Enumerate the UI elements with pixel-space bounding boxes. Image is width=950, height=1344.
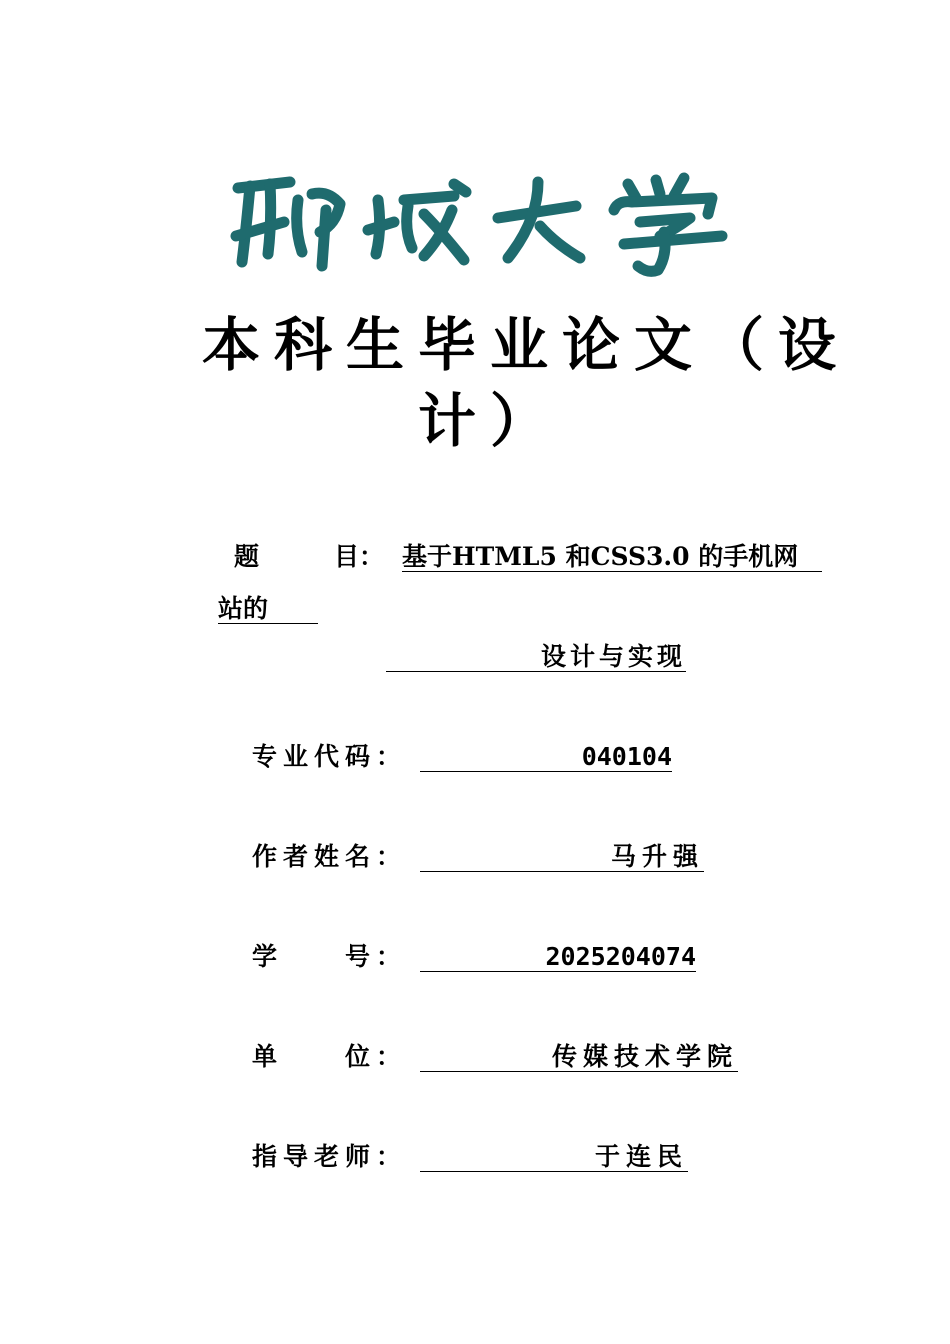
advisor-value: 于连民	[420, 1144, 688, 1172]
student-id-label: 学 号：	[252, 942, 408, 971]
topic-value-line-1: 基于HTML5 和CSS3.0 的手机网	[402, 544, 822, 572]
major-code-label: 专业代码：	[252, 742, 408, 771]
unit-label: 单 位：	[252, 1042, 408, 1071]
university-logo	[228, 170, 738, 278]
major-code-value: 040104	[420, 744, 672, 772]
thesis-title-line-2: 计）	[418, 387, 563, 455]
topic-value-line-2: 站的	[218, 596, 318, 624]
university-logo-calligraphy	[228, 170, 738, 278]
thesis-title-line-1: 本科生毕业论文（设	[202, 311, 851, 379]
author-value: 马升强	[420, 844, 704, 872]
topic-label: 题 目：	[234, 542, 385, 571]
topic-value-line-3: 设计与实现	[386, 644, 686, 672]
unit-value: 传媒技术学院	[420, 1044, 738, 1072]
student-id-value: 2025204074	[420, 944, 696, 972]
advisor-label: 指导老师：	[252, 1142, 408, 1171]
author-label: 作者姓名：	[252, 842, 408, 871]
